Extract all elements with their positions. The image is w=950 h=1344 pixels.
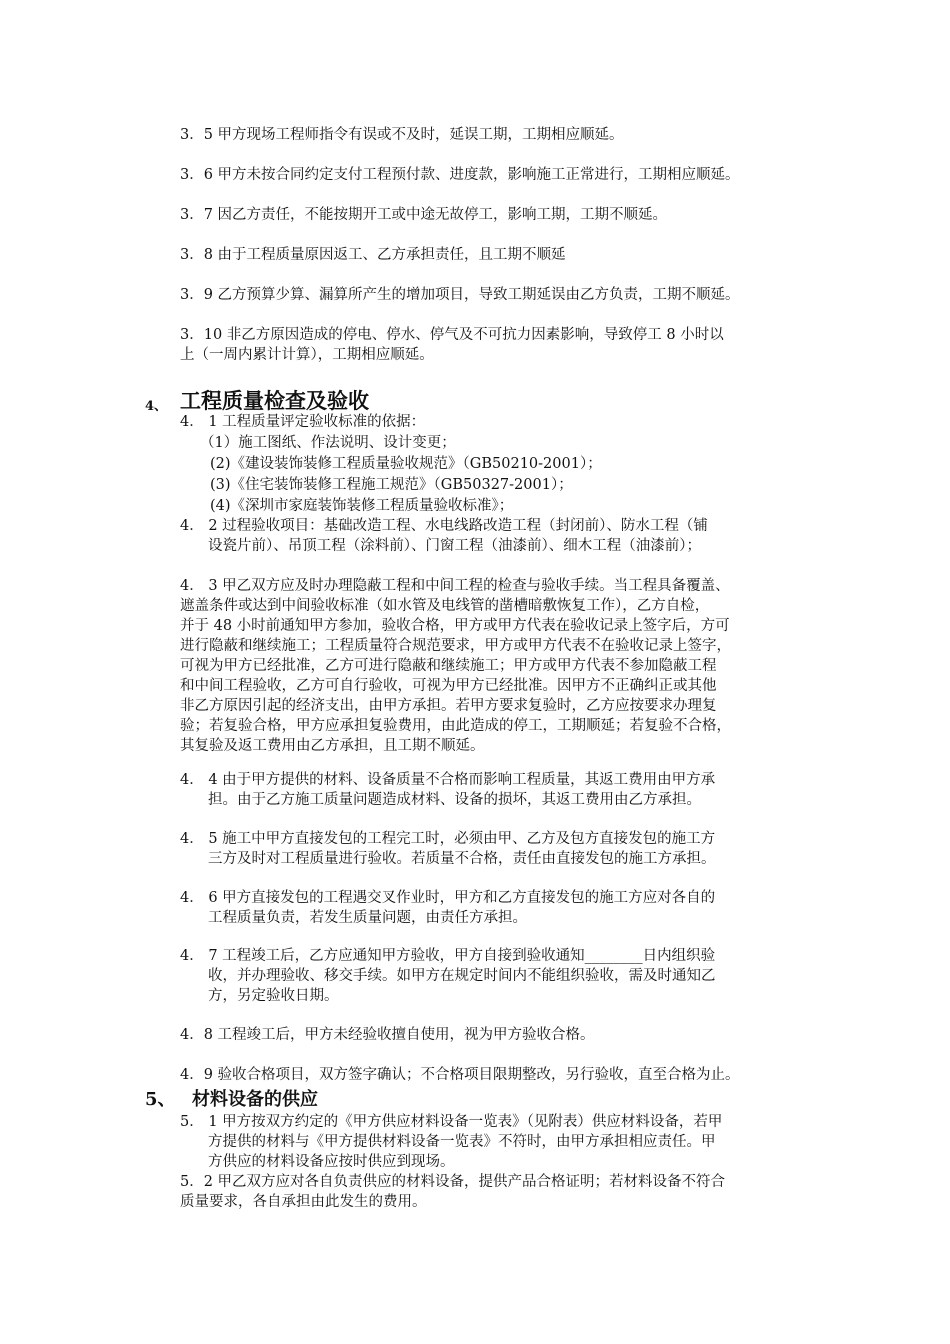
- clause-4-7-line: 收，并办理验收、移交手续。如甲方在规定时间内不能组织验收，需及时通知乙: [208, 968, 716, 984]
- clause-4-3-line: 和中间工程验收，乙方可自行验收，可视为甲方已经批准。因甲方不正确纠正或其他: [180, 678, 717, 694]
- clause-5-2-line: 质量要求，各自承担由此发生的费用。: [180, 1194, 427, 1210]
- clause-4-3-line: 验；若复验合格，甲方应承担复验费用，由此造成的停工，工期顺延；若复验不合格，: [180, 718, 731, 734]
- clause-4-6: [180, 888, 715, 928]
- clause-4-3-line: 非乙方原因引起的经济支出，由甲方承担。若甲方要求复验时，乙方应按要求办理复: [180, 698, 717, 714]
- clause-4-1-sub-4: (4)《深圳市家庭装饰装修工程质量验收标准》；: [210, 498, 514, 514]
- clause-4-1-sub-2: (2)《建设装饰装修工程质量验收规范》（GB50210-2001）；: [210, 456, 602, 472]
- clause-4-7: [180, 946, 716, 1006]
- section-4-title: 工程质量检查及验收: [180, 388, 369, 413]
- section-4-number: 4、: [145, 399, 168, 414]
- clause-3-6: 3．6 甲方未按合同约定支付工程预付款、进度款，影响施工正常进行，工期相应顺延。: [180, 167, 740, 183]
- clause-4-4: [180, 770, 715, 810]
- clause-5-1-line: 方提供的材料与《甲方提供材料设备一览表》不符时，由甲方承担相应责任。甲: [208, 1134, 716, 1150]
- clause-4-7-line: 方，另定验收日期。: [208, 988, 339, 1004]
- clause-3-9: 3．9 乙方预算少算、漏算所产生的增加项目，导致工期延误由乙方负责，工期不顺延。: [180, 287, 740, 303]
- section-5-title: 材料设备的供应: [192, 1089, 318, 1110]
- clause-4-6-line: 工程质量负责，若发生质量问题，由责任方承担。: [208, 910, 527, 926]
- clause-4-3-line: 其复验及返工费用由乙方承担，且工期不顺延。: [180, 738, 485, 754]
- clause-4-3-line: 可视为甲方已经批准，乙方可进行隐蔽和继续施工；甲方或甲方代表不参加隐蔽工程: [180, 658, 717, 674]
- clause-4-1-sub-3: (3)《住宅装饰装修工程施工规范》（GB50327-2001）；: [210, 477, 573, 493]
- clause-4-4-line: 担。由于乙方施工质量问题造成材料、设备的损坏，其返工费用由乙方承担。: [208, 792, 701, 808]
- clause-3-7: 3．7 因乙方责任，不能按期开工或中途无故停工，影响工期，工期不顺延。: [180, 207, 668, 223]
- clause-4-3-line: 进行隐蔽和继续施工；工程质量符合规范要求，甲方或甲方代表不在验收记录上签字，: [180, 638, 731, 654]
- clause-4-9: 4．9 验收合格项目，双方签字确认；不合格项目限期整改，另行验收，直至合格为止。: [180, 1067, 740, 1083]
- clause-4-2-line: 4． 2 过程验收项目：基础改造工程、水电线路改造工程（封闭前）、防水工程（铺: [180, 518, 708, 534]
- clause-4-5: [180, 829, 716, 869]
- clause-3-10-line: 3．10 非乙方原因造成的停电、停水、停气及不可抗力因素影响，导致停工 8 小时以: [180, 327, 724, 343]
- clause-4-3-line: 4． 3 甲乙双方应及时办理隐蔽工程和中间工程的检查与验收手续。当工程具备覆盖、: [180, 578, 730, 594]
- clause-4-3: [180, 576, 731, 756]
- clause-4-2-line: 设瓷片前）、吊顶工程（涂料前）、门窗工程（油漆前）、细木工程（油漆前）；: [208, 538, 701, 554]
- clause-3-10-line: 上（一周内累计计算），工期相应顺延。: [180, 347, 434, 363]
- clause-5-2-line: 5．2 甲乙双方应对各自负责供应的材料设备，提供产品合格证明；若材料设备不符合: [180, 1174, 726, 1190]
- clause-3-10: [180, 325, 724, 365]
- clause-4-4-line: 4． 4 由于甲方提供的材料、设备质量不合格而影响工程质量，其返工费用由甲方承: [180, 772, 716, 788]
- clause-3-8: 3．8 由于工程质量原因返工、乙方承担责任，且工期不顺延: [180, 247, 566, 263]
- clause-5-2: [180, 1172, 725, 1212]
- clause-5-1-line: 5． 1 甲方按双方约定的《甲方供应材料设备一览表》（见附表）供应材料设备，若甲: [180, 1114, 723, 1130]
- clause-4-7-line: 4． 7 工程竣工后，乙方应通知甲方验收，甲方自接到验收通知________日内组织验: [180, 948, 716, 964]
- clause-3-5: 3．5 甲方现场工程师指令有误或不及时，延误工期，工期相应顺延。: [180, 127, 624, 143]
- clause-4-2: [180, 516, 708, 556]
- clause-4-3-line: 并于 48 小时前通知甲方参加，验收合格，甲方或甲方代表在验收记录上签字后，方可: [180, 618, 730, 634]
- clause-4-5-line: 4． 5 施工中甲方直接发包的工程完工时，必须由甲、乙方及包方直接发包的施工方: [180, 831, 716, 847]
- clause-4-8: 4．8 工程竣工后，甲方未经验收擅自使用，视为甲方验收合格。: [180, 1027, 595, 1043]
- clause-5-1-line: 方供应的材料设备应按时供应到现场。: [208, 1154, 455, 1170]
- clause-4-6-line: 4． 6 甲方直接发包的工程遇交叉作业时，甲方和乙方直接发包的施工方应对各自的: [180, 890, 716, 906]
- clause-5-1: [180, 1112, 722, 1172]
- clause-4-3-line: 遮盖条件或达到中间验收标准（如水管及电线管的凿槽暗敷恢复工作），乙方自检，: [180, 598, 710, 614]
- section-5-number: 5、: [145, 1089, 176, 1110]
- clause-4-1-sub-1: （1）施工图纸、作法说明、设计变更；: [200, 435, 456, 451]
- clause-4-1: 4． 1 工程质量评定验收标准的依据：: [180, 414, 426, 430]
- clause-4-5-line: 三方及时对工程质量进行验收。若质量不合格，责任由直接发包的施工方承担。: [208, 851, 716, 867]
